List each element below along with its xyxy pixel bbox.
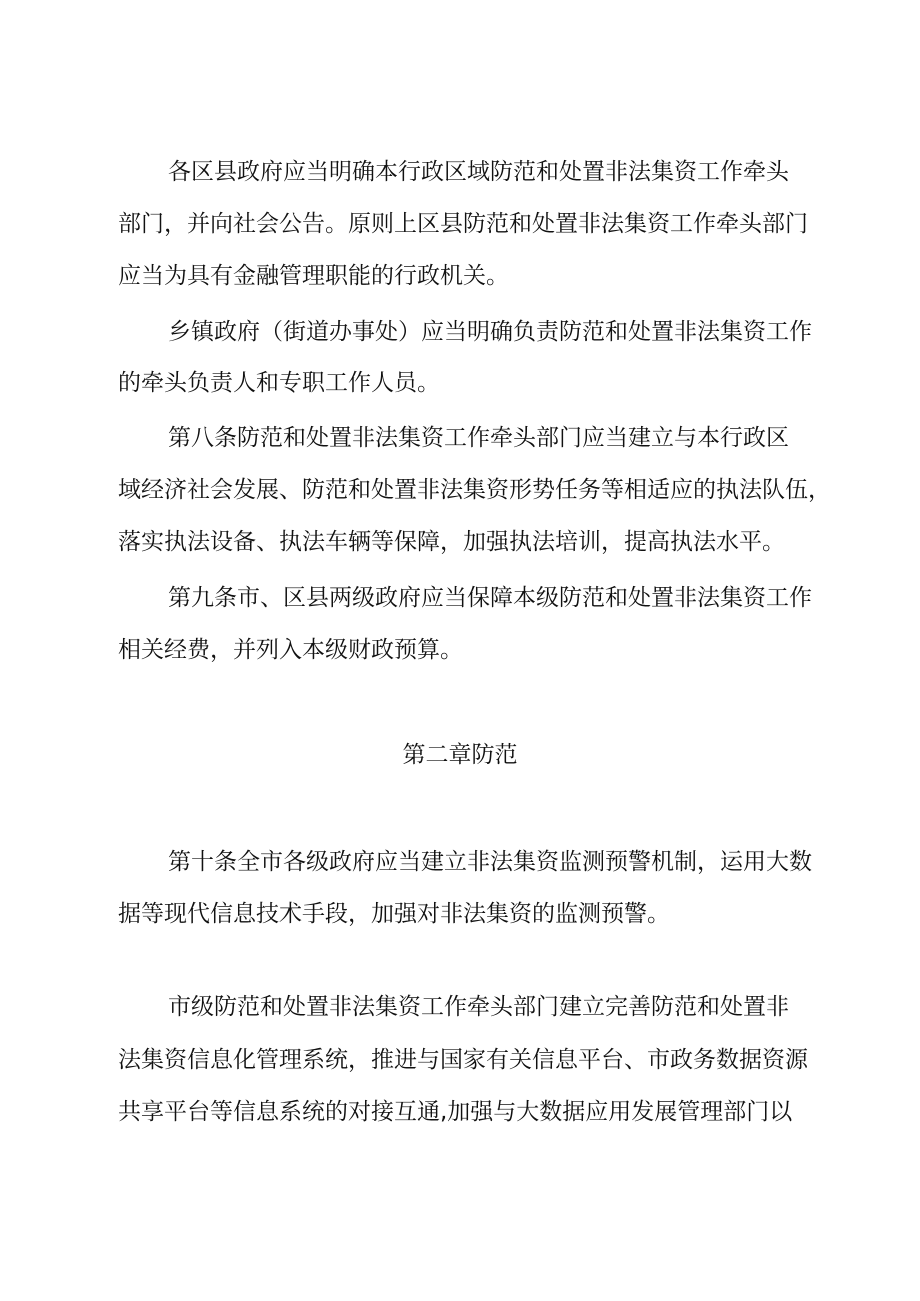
paragraph-3-line-1: 第八条防范和处置非法集资工作牵头部门应当建立与本行政区 [168,425,789,451]
paragraph-4-line-1: 第九条市、区县两级政府应当保障本级防范和处置非法集资工作 [168,585,812,611]
paragraph-6-line-1: 市级防范和处置非法集资工作牵头部门建立完善防范和处置非 [168,994,789,1020]
paragraph-6-line-2: 法集资信息化管理系统，推进与国家有关信息平台、市政务数据资源 [118,1047,808,1073]
paragraph-1-line-2: 部门，并向社会公告。原则上区县防范和处置非法集资工作牵头部门 [118,211,808,237]
paragraph-2-line-2: 的牵头负责人和专职工作人员。 [118,370,440,396]
paragraph-1-line-3: 应当为具有金融管理职能的行政机关。 [118,263,509,289]
paragraph-3-line-3: 落实执法设备、执法车辆等保障，加强执法培训，提高执法水平。 [118,529,785,555]
chapter-heading: 第二章防范 [402,742,518,768]
paragraph-5-line-2: 据等现代信息技术手段，加强对非法集资的监测预警。 [118,901,670,927]
paragraph-6-line-3: 共享平台等信息系统的对接互通,加强与大数据应用发展管理部门以 [118,1099,793,1125]
paragraph-2-line-1: 乡镇政府（街道办事处）应当明确负责防范和处置非法集资工作 [168,319,812,345]
paragraph-5-line-1: 第十条全市各级政府应当建立非法集资监测预警机制，运用大数 [168,849,812,875]
paragraph-3-line-2: 域经济社会发展、防范和处置非法集资形势任务等相适应的执法队伍， [118,477,831,503]
paragraph-4-line-2: 相关经费，并列入本级财政预算。 [118,637,463,663]
paragraph-1-line-1: 各区县政府应当明确本行政区域防范和处置非法集资工作牵头 [168,159,789,185]
